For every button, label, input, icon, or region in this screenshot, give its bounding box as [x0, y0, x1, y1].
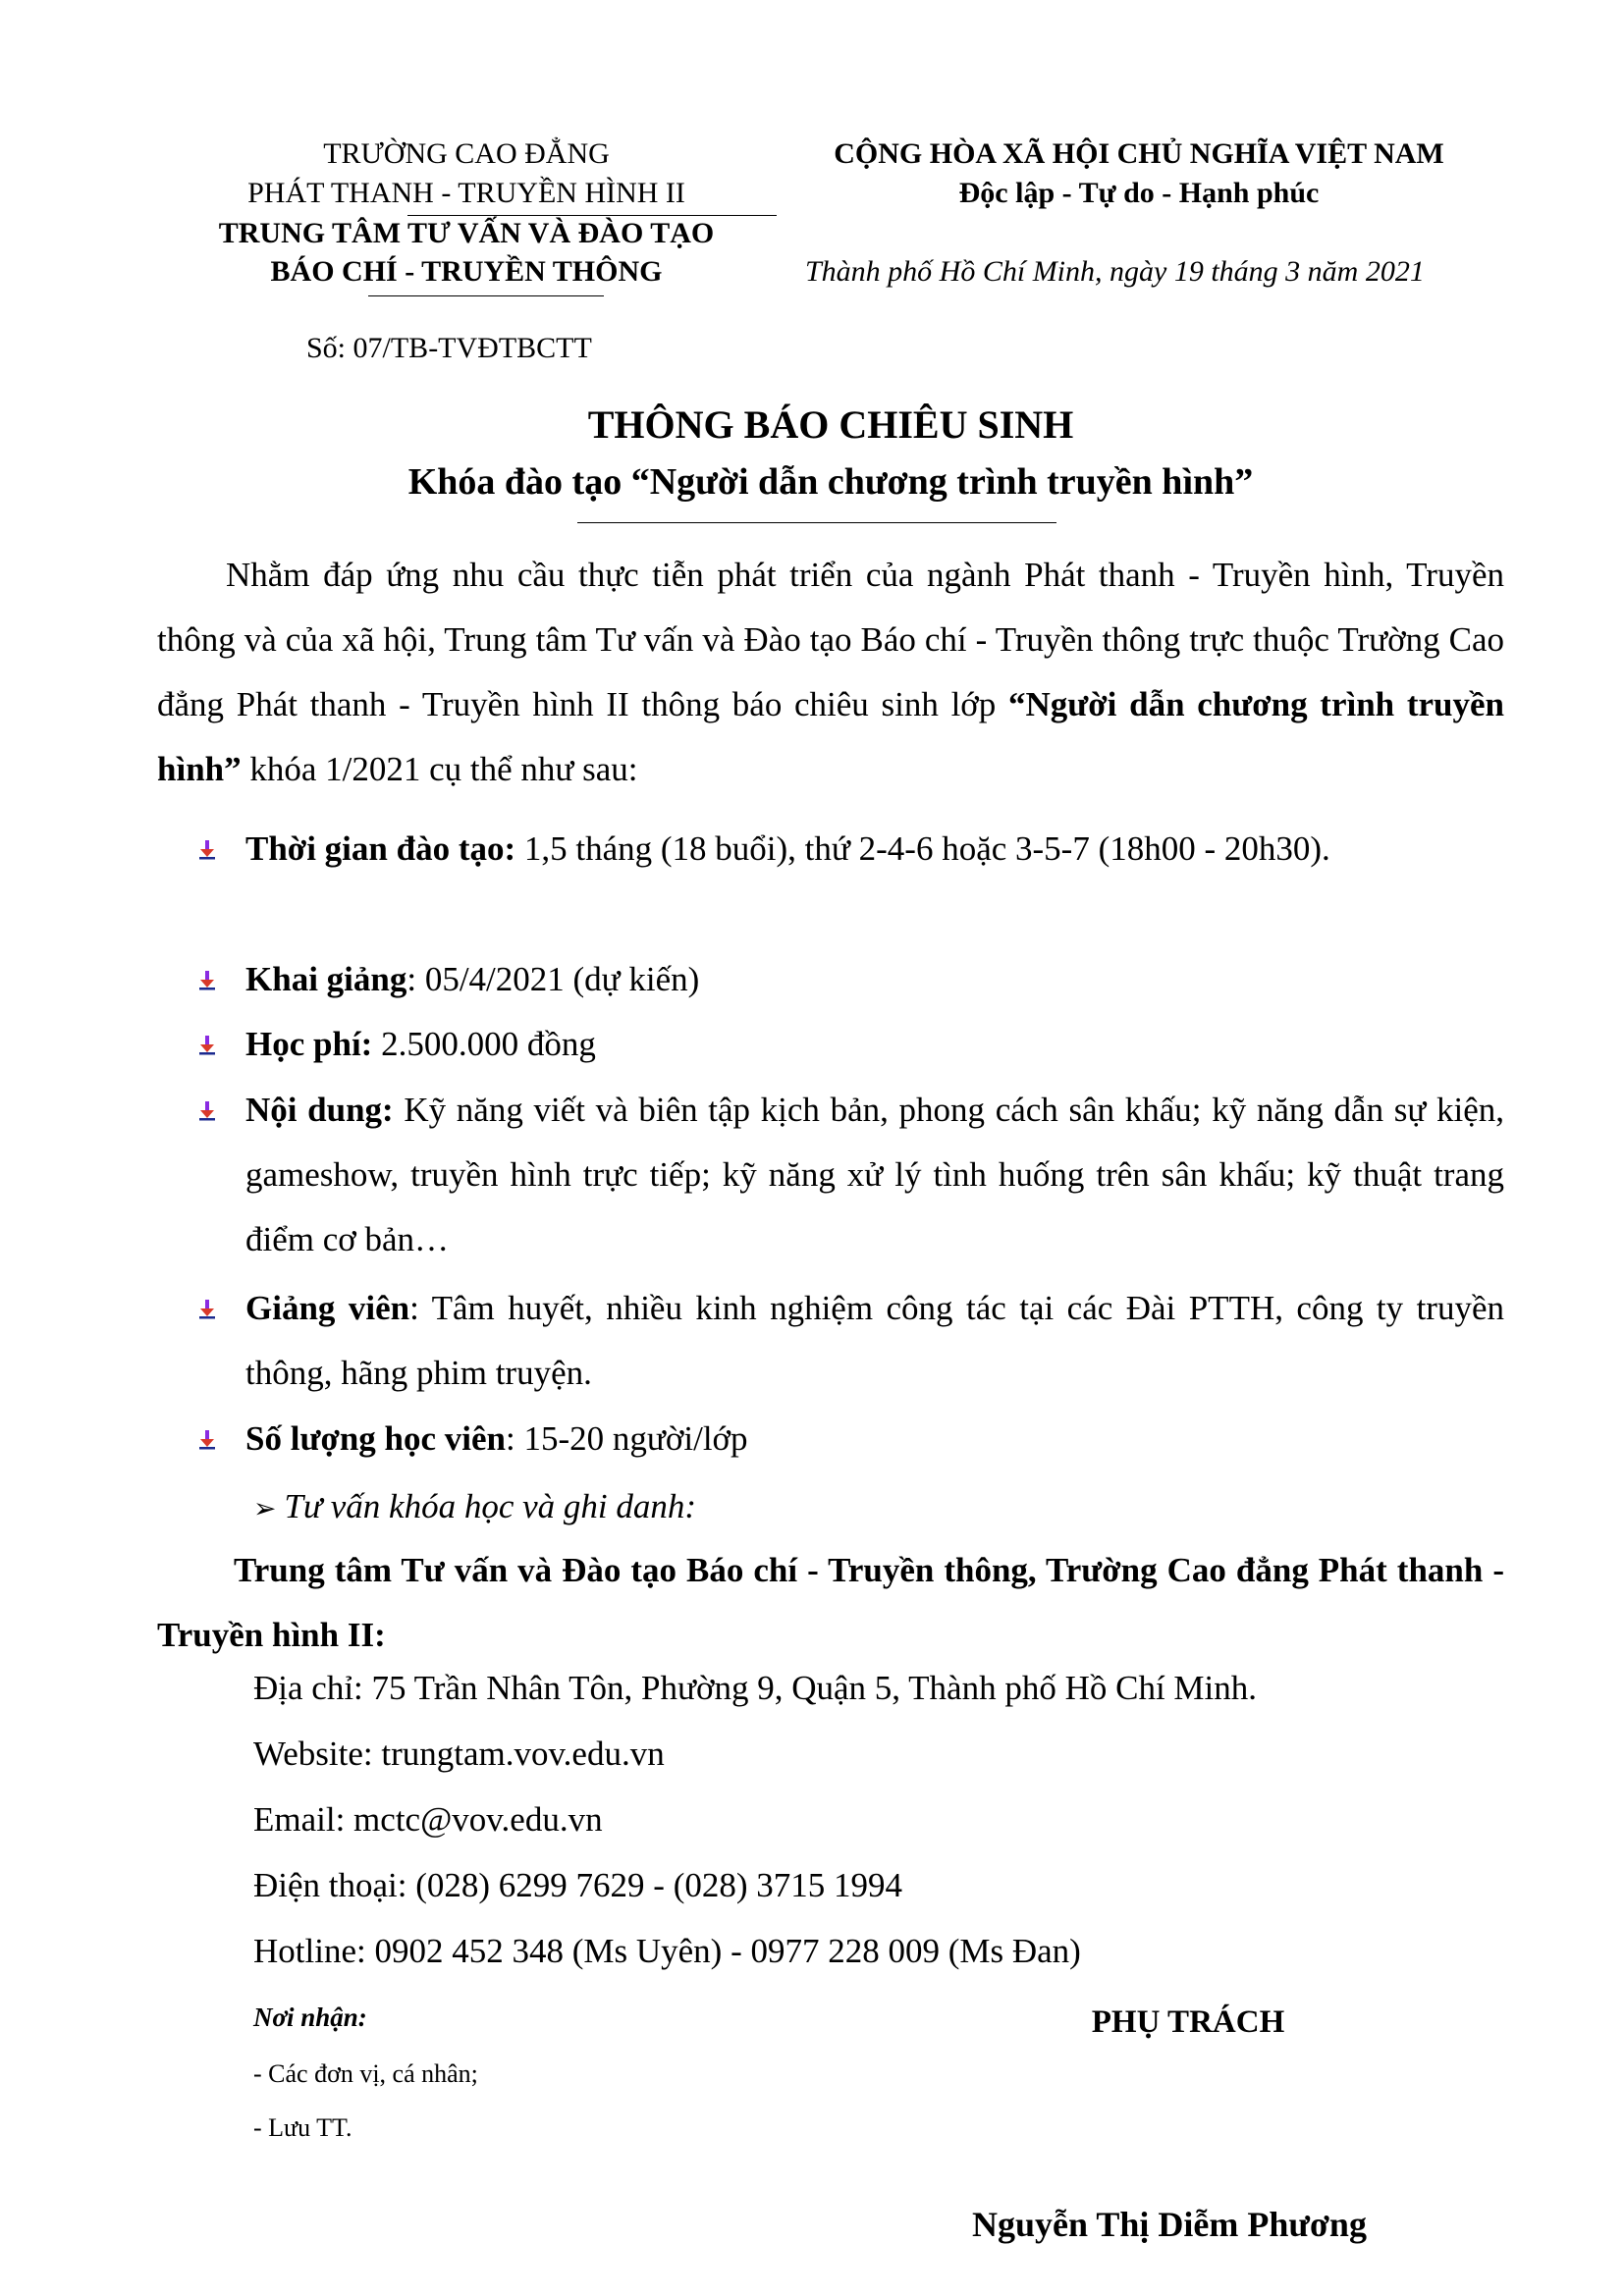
- bullet-opening: [245, 947, 1504, 1012]
- intro-paragraph: [157, 543, 1504, 802]
- recipient-item: - Các đơn vị, cá nhân;: [253, 2059, 478, 2088]
- recipient-item: - Lưu TT.: [253, 2113, 352, 2142]
- arrow-right-icon: ➢: [253, 1492, 277, 1524]
- bullet-label: Giảng viên: [245, 1289, 410, 1327]
- bullet-text: : Tâm huyết, nhiều kinh nghiệm công tác tại các Đài PTTH, công ty truyền thông, hãng phim truyện.: [245, 1289, 1505, 1392]
- arrow-bullet-icon: [196, 969, 218, 990]
- document-number: Số: 07/TB-TVĐTBCTT: [306, 332, 592, 364]
- consult-heading: [253, 1474, 696, 1541]
- arrow-bullet-icon: [196, 838, 218, 860]
- signer-role: PHỤ TRÁCH: [1091, 2004, 1285, 2040]
- contact-hotline: Hotline: 0902 452 348 (Ms Uyên) - 0977 228 009 (Ms Đan): [253, 1932, 1081, 1970]
- bullet-text: Kỹ năng viết và biên tập kịch bản, phong cách sân khấu; kỹ năng dẫn sự kiện, gameshow, truyền hình trực tiếp; kỹ năng xử lý tình huống trên sân khấu; kỹ thuật trang điểm cơ bản…: [245, 1091, 1504, 1258]
- consult-heading-text: Tư vấn khóa học và ghi danh:: [284, 1487, 697, 1525]
- bullet-lecturers: [245, 1276, 1504, 1406]
- nation-name: CỘNG HÒA XÃ HỘI CHỦ NGHĨA VIỆT NAM: [834, 137, 1444, 170]
- bullet-label: Thời gian đào tạo:: [245, 829, 516, 868]
- bullet-text: 1,5 tháng (18 buổi), thứ 2-4-6 hoặc 3-5-7 (18h00 - 20h30).: [515, 829, 1330, 868]
- bullet-text: 2.500.000 đồng: [372, 1025, 596, 1063]
- bullet-content: [245, 1078, 1504, 1272]
- arrow-bullet-icon: [196, 1298, 218, 1319]
- intro-course-name: “Người dẫn chương trình truyền hình”: [157, 685, 1504, 788]
- contact-email: Email: mctc@vov.edu.vn: [253, 1800, 603, 1839]
- notice-title: THÔNG BÁO CHIÊU SINH: [587, 402, 1074, 447]
- bullet-class-size: [245, 1407, 1504, 1471]
- course-subtitle: Khóa đào tạo “Người dẫn chương trình truyền hình”: [407, 461, 1254, 503]
- org-name-line2: PHÁT THANH - TRUYỀN HÌNH II: [247, 177, 685, 209]
- bullet-label: Số lượng học viên: [245, 1419, 507, 1458]
- arrow-bullet-icon: [196, 1099, 218, 1121]
- signer-name: Nguyễn Thị Diễm Phương: [972, 2205, 1367, 2244]
- contact-address: Địa chỉ: 75 Trần Nhân Tôn, Phường 9, Quận 5, Thành phố Hồ Chí Minh.: [253, 1669, 1258, 1707]
- contact-phone: Điện thoại: (028) 6299 7629 - (028) 3715 1994: [253, 1866, 903, 1904]
- arrow-bullet-icon: [196, 1428, 218, 1450]
- org-underline-2: [368, 295, 604, 296]
- title-underline: [577, 522, 1056, 523]
- org-name-line3: TRUNG TÂM TƯ VẤN VÀ ĐÀO TẠO: [218, 217, 715, 249]
- bullet-schedule: [245, 817, 1504, 881]
- arrow-bullet-icon: [196, 1034, 218, 1055]
- bullet-label: Khai giảng: [245, 960, 407, 998]
- org-name-line4: BÁO CHÍ - TRUYỀN THÔNG: [270, 255, 663, 288]
- center-name-text: Trung tâm Tư vấn và Đào tạo Báo chí - Truyền thông, Trường Cao đẳng Phát thanh - Truyền hình II:: [157, 1551, 1504, 1654]
- recipients-label: Nơi nhận:: [253, 2002, 367, 2032]
- bullet-label: Nội dung:: [245, 1091, 394, 1129]
- nation-motto: Độc lập - Tự do - Hạnh phúc: [958, 177, 1320, 209]
- contact-website: Website: trungtam.vov.edu.vn: [253, 1735, 665, 1773]
- bullet-label: Học phí:: [245, 1025, 373, 1063]
- org-name-line1: TRƯỜNG CAO ĐẲNG: [323, 137, 610, 170]
- bullet-tuition: [245, 1012, 1504, 1077]
- bullet-text: : 15-20 người/lớp: [506, 1419, 748, 1458]
- intro-text-before: Nhằm đáp ứng nhu cầu thực tiễn phát triển của ngành Phát thanh - Truyền hình, Truyền thông và của xã hội, Trung tâm Tư vấn và Đào tạo Báo chí - Truyền thông trực thuộc Trường Cao đẳng Phát thanh - Truyền hình II thông báo chiêu sinh lớp: [157, 556, 1504, 723]
- place-date: Thành phố Hồ Chí Minh, ngày 19 tháng 3 năm 2021: [805, 255, 1425, 288]
- center-name: [157, 1538, 1504, 1668]
- bullet-text: : 05/4/2021 (dự kiến): [406, 960, 700, 998]
- intro-text-after: khóa 1/2021 cụ thể như sau:: [241, 750, 638, 788]
